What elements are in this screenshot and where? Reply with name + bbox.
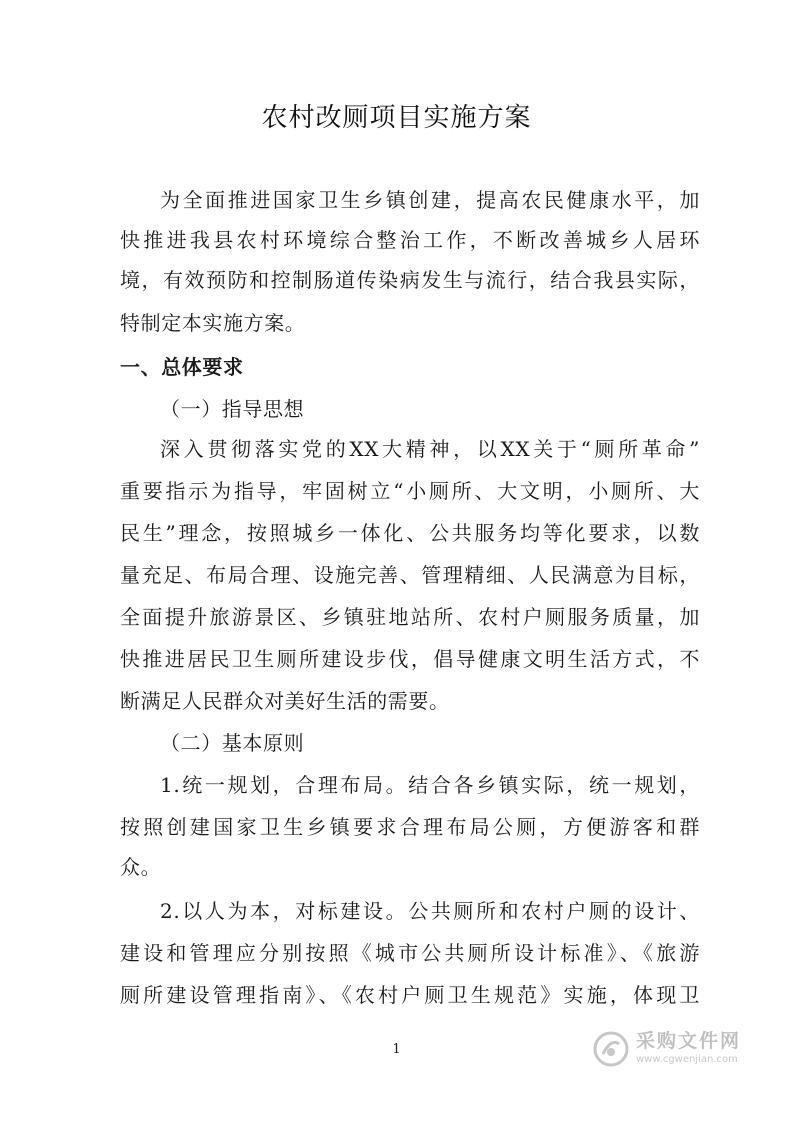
principle-2-line-2: 建设和管理应分别按照《城市公共厕所设计标准》、《旅游: [120, 941, 700, 965]
watermark-logo-icon: [592, 1030, 630, 1068]
guiding-line-5: 全面提升旅游景区、乡镇驻地站所、农村户厕服务质量，加: [120, 605, 700, 629]
principle-1-line-1: 1.统一规划，合理布局。结合各乡镇实际，统一规划，: [160, 773, 700, 797]
page-number: 1: [392, 1042, 401, 1057]
watermark-url: www.cgwenjian.com: [636, 1054, 738, 1065]
watermark-name: 采购文件网: [636, 1030, 742, 1052]
principle-1-line-3: 众。: [120, 855, 162, 879]
intro-line-2: 快推进我县农村环境综合整治工作，不断改善城乡人居环: [120, 228, 700, 252]
principle-1-line-2: 按照创建国家卫生乡镇要求合理布局公厕，方便游客和群: [120, 815, 700, 839]
document-title: 农村改厕项目实施方案: [261, 103, 532, 133]
intro-line-1: 为全面推进国家卫生乡镇创建，提高农民健康水平，加: [160, 188, 700, 212]
intro-line-3: 境，有效预防和控制肠道传染病发生与流行，结合我县实际，: [120, 268, 700, 292]
guiding-line-6: 快推进居民卫生厕所建设步伐，倡导健康文明生活方式，不: [120, 647, 700, 671]
guiding-line-2: 重要指示为指导，牢固树立“小厕所、大文明，小厕所、大: [120, 479, 700, 503]
intro-line-4: 特制定本实施方案。: [120, 311, 306, 335]
guiding-line-3: 民生”理念，按照城乡一体化、公共服务均等化要求，以数: [120, 521, 700, 545]
section-heading-general-requirements: 一、总体要求: [120, 355, 244, 379]
guiding-line-1: 深入贯彻落实党的XX大精神，以XX关于“厕所革命”: [160, 437, 700, 461]
principle-2-line-1: 2.以人为本，对标建设。公共厕所和农村户厕的设计、: [160, 899, 700, 923]
guiding-line-4: 量充足、布局合理、设施完善、管理精细、人民满意为目标，: [120, 563, 700, 587]
subsection-heading-basic-principles: （二）基本原则: [160, 731, 305, 755]
principle-2-line-3: 厕所建设管理指南》、《农村户厕卫生规范》实施，体现卫: [120, 983, 700, 1007]
guiding-line-7: 断满足人民群众对美好生活的需要。: [120, 689, 450, 713]
subsection-heading-guiding-ideology: （一）指导思想: [160, 397, 305, 421]
watermark: [592, 1026, 782, 1072]
